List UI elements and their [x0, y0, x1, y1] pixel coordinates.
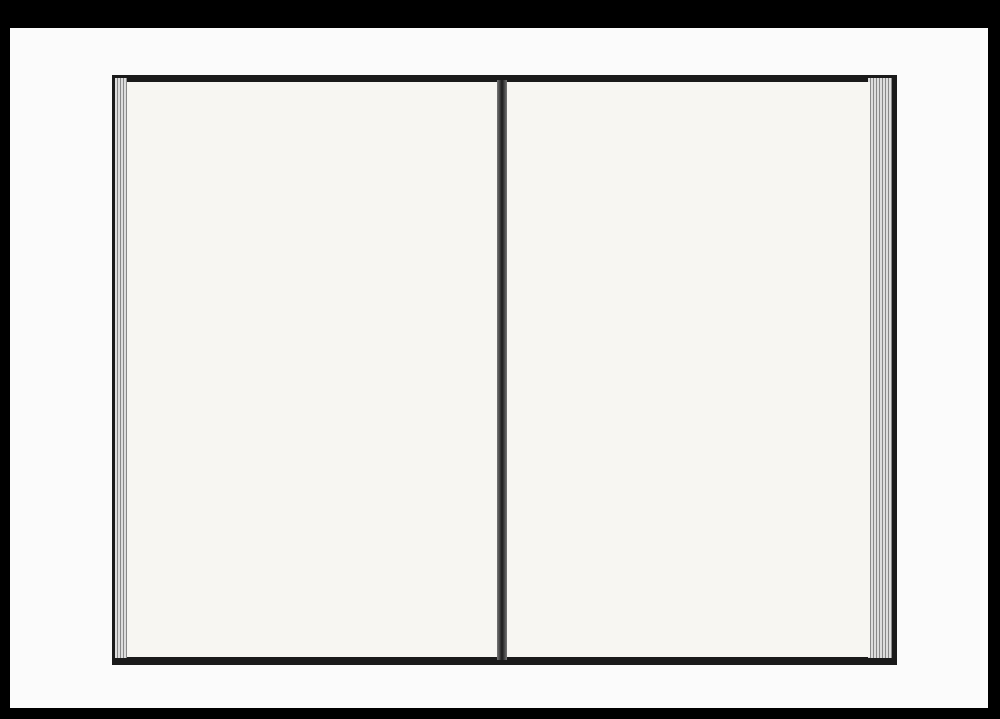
right-page: [505, 82, 870, 657]
page-edges-right: [868, 78, 892, 658]
book-gutter: [497, 80, 507, 660]
page-edges-left: [115, 78, 127, 658]
left-page: [127, 82, 499, 657]
